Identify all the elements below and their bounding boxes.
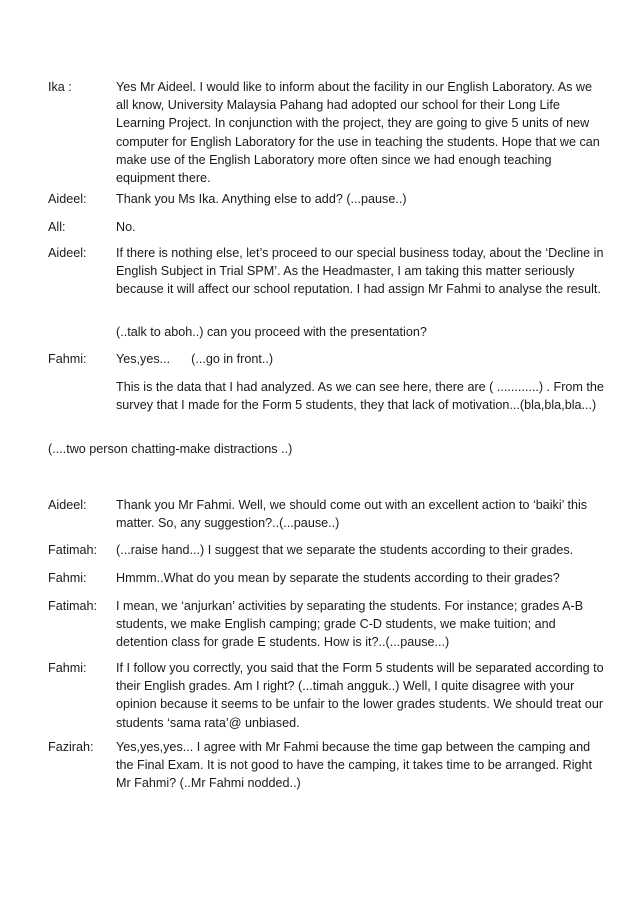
speech-text: Thank you Ms Ika. Anything else to add? (...pause..)	[116, 192, 407, 206]
speaker-label: Aideel:	[48, 246, 87, 260]
speech-text: I mean, we ‘anjurkan’ activities by separating the students. For instance; grades A-B students, we make English camping; grade C-D students, we make tuition; and detention class for grade E students. How is it?..(...pause...)	[116, 599, 584, 650]
speech-text: This is the data that I had analyzed. As we can see here, there are ( ............) . From the survey that I made for the Form 5 students, they that lack of motivation...(bla,bla,bla...)	[116, 380, 604, 413]
speaker-label: All:	[48, 220, 66, 234]
speaker-label: Ika :	[48, 80, 72, 94]
speaker-label: Aideel:	[48, 192, 87, 206]
speaker-label: Aideel:	[48, 498, 87, 512]
speech-text: Thank you Mr Fahmi. Well, we should come out with an excellent action to ‘baiki’ this matter. So, any suggestion?..(...pause..)	[116, 498, 588, 531]
speech-text: No.	[116, 220, 136, 234]
speech-text: If I follow you correctly, you said that the Form 5 students will be separated according to their English grades. Am I right? (...timah angguk..) Well, I quite disagree with your opinion because it seems to be unfair to the lower grades students. We should treat our students ‘sama rata’@ unbiased.	[116, 661, 604, 730]
speech-text: (..talk to aboh..) can you proceed with the presentation?	[116, 325, 427, 339]
speaker-label: Fahmi:	[48, 661, 87, 675]
speaker-label: Fahmi:	[48, 571, 87, 585]
speech-text: If there is nothing else, let’s proceed to our special business today, about the ‘Decline in English Subject in Trial SPM’. As the Headmaster, I am taking this matter seriously because it will affect our school reputation. I had assign Mr Fahmi to analyse the result.	[116, 246, 604, 297]
speaker-label: Fahmi:	[48, 352, 87, 366]
speech-text: Yes,yes,yes... I agree with Mr Fahmi because the time gap between the camping and the Final Exam. It is not good to have the camping, it takes time to be arranged. Right Mr Fahmi? (..Mr Fahmi nodded..)	[116, 740, 593, 791]
speaker-label: Fazirah:	[48, 740, 94, 754]
speaker-label: Fatimah:	[48, 543, 97, 557]
speech-text: Yes Mr Aideel. I would like to inform about the facility in our English Laboratory. As we all know, University Malaysia Pahang had adopted our school for their Long Life Learning Project. In conjunction with the project, they are going to give 5 units of new computer for English Laboratory for the use in teaching the students. Hope that we can make use of the English Laboratory more often since we had enough teaching equipment there.	[116, 80, 600, 186]
speaker-label: Fatimah:	[48, 599, 97, 613]
stage-direction: (....two person chatting-make distractions ..)	[48, 442, 293, 456]
speech-text: (...raise hand...) I suggest that we separate the students according to their grades.	[116, 543, 574, 557]
speech-text: Yes,yes... (...go in front..)	[116, 352, 274, 366]
speech-text: Hmmm..What do you mean by separate the students according to their grades?	[116, 571, 560, 585]
